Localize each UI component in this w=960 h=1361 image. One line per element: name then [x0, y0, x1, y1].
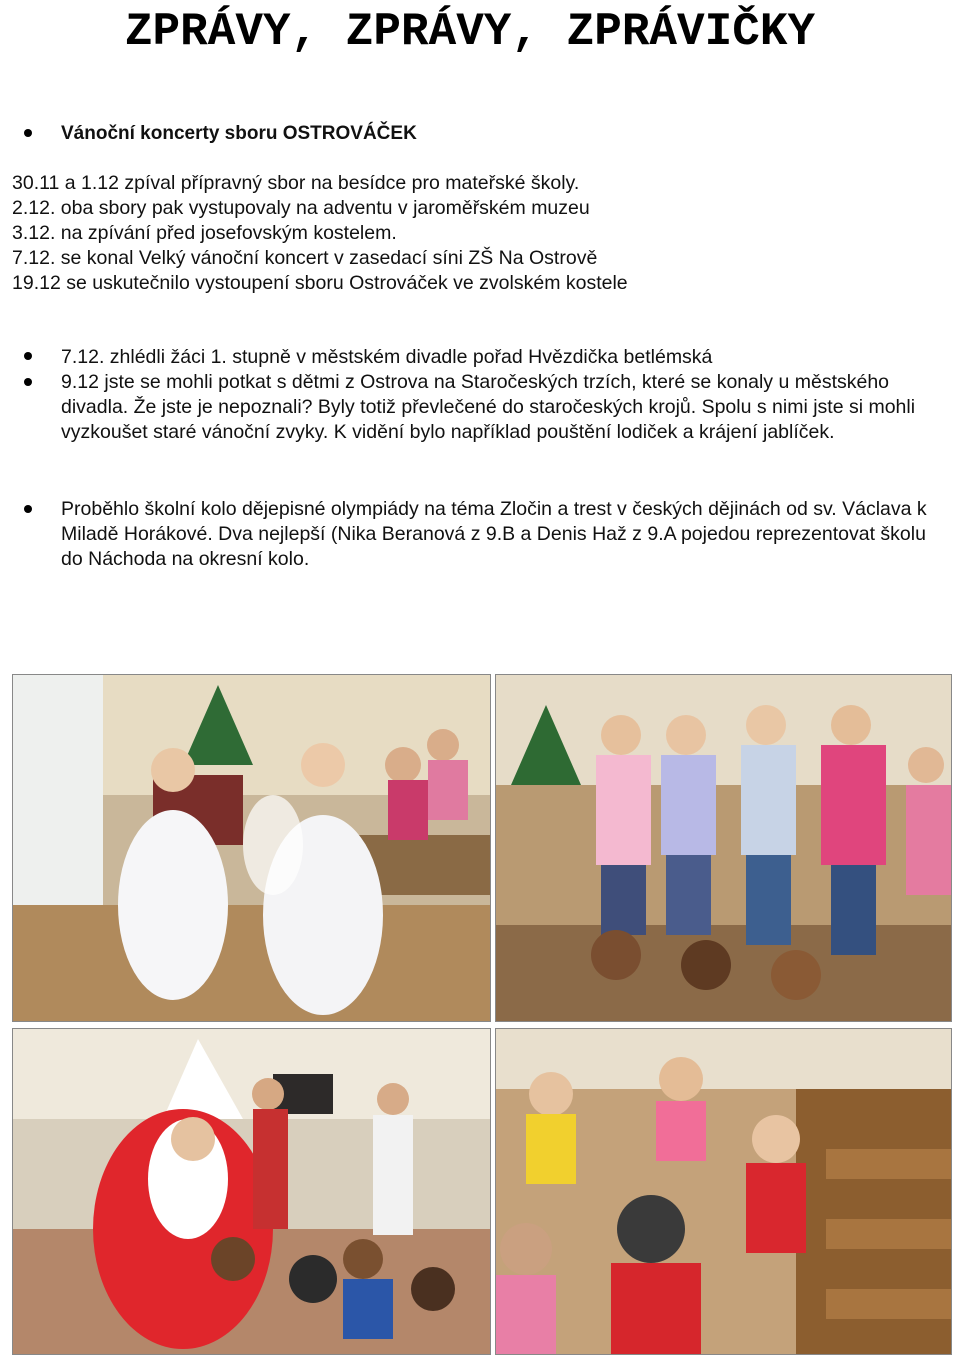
bullet-dot — [24, 378, 32, 386]
bullet-dot — [24, 352, 32, 360]
concert-line: 2.12. oba sbory pak vystupovaly na adventu v jaroměřském muzeu — [12, 197, 590, 219]
concert-line: 19.12 se uskutečnilo vystoupení sboru Ostrováček ve zvolském kostele — [12, 272, 628, 294]
concert-line: 3.12. na zpívání před josefovským kostelem. — [12, 222, 397, 244]
news-item: 7.12. zhlédli žáci 1. stupně v městském divadle pořad Hvězdička betlémská — [61, 346, 713, 368]
bullet-dot — [24, 129, 32, 137]
concert-line: 7.12. se konal Velký vánoční koncert v zasedací síni ZŠ Na Ostrově — [12, 247, 598, 269]
photo-devil-children — [495, 1028, 952, 1355]
page-title: ZPRÁVY, ZPRÁVY, ZPRÁVIČKY — [124, 6, 816, 58]
photo-st-nicholas — [12, 1028, 491, 1355]
concert-line: 30.11 a 1.12 zpíval přípravný sbor na besídce pro mateřské školy. — [12, 172, 580, 194]
section-heading: Vánoční koncerty sboru OSTROVÁČEK — [61, 123, 417, 144]
news-item: 9.12 jste se mohli potkat s dětmi z Ostrova na Staročeských trzích, které se konaly u městského divadla. Že jste je nepoznali? Byly totiž převlečené do staročeských krojů. Spolu s nimi jste si mohli vyzkoušet staré vánoční zvyky. K vidění bylo například pouštění lodiček a krájení jablíček. — [61, 371, 916, 443]
photo-angels — [12, 674, 491, 1022]
news-item: Proběhlo školní kolo dějepisné olympiády na téma Zločin a trest v českých dějinách od sv. Václava k Miladě Horákové. Dva nejlepší (Nika Beranová z 9.B a Denis Haž z 9.A pojedou reprezentovat školu do Náchoda na okresní kolo. — [61, 498, 927, 570]
photo-children-singing — [495, 674, 952, 1022]
bullet-dot — [24, 505, 32, 513]
